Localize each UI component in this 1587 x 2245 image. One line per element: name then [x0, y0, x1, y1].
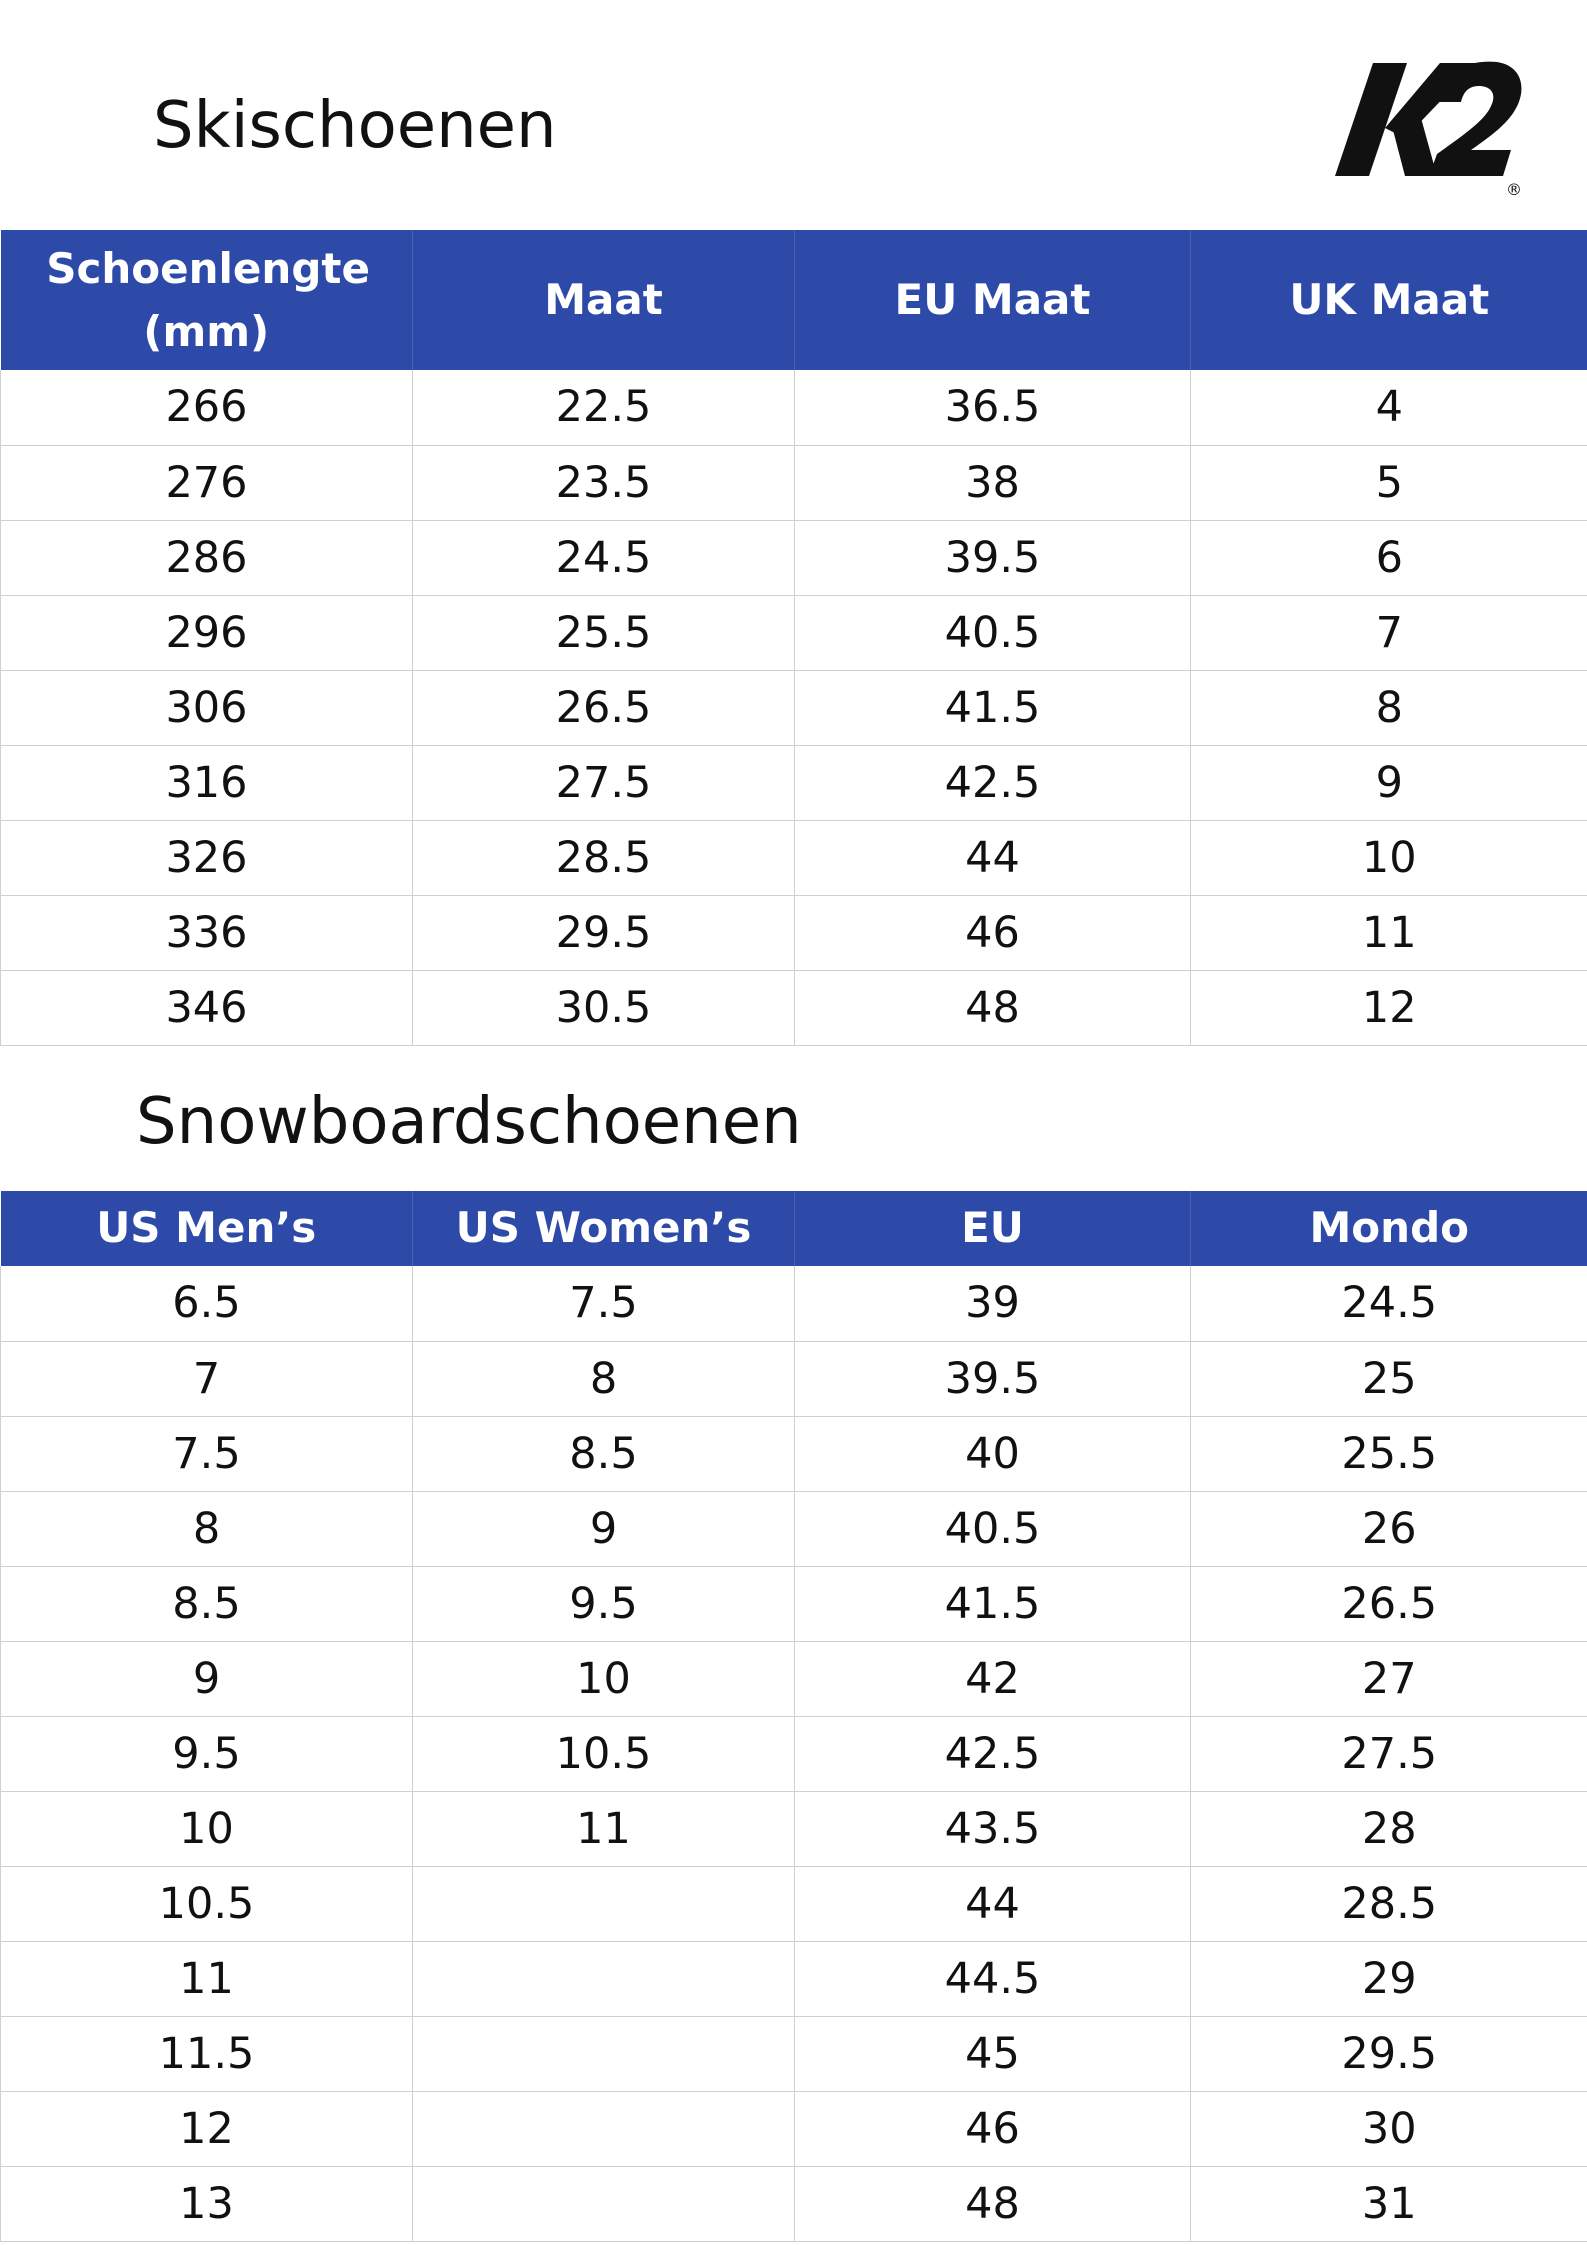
table-cell: 6.5 — [1, 1266, 413, 1341]
table-cell: 48 — [795, 2166, 1191, 2241]
table-cell: 24.5 — [413, 520, 795, 595]
table-row — [1, 2016, 1587, 2091]
table-cell: 40.5 — [795, 595, 1191, 670]
table-cell: 39.5 — [795, 1341, 1191, 1416]
table-cell: 9 — [1, 1641, 413, 1716]
table-cell: 9.5 — [1, 1716, 413, 1791]
table-cell: 4 — [1191, 370, 1587, 445]
table-cell: 27.5 — [413, 745, 795, 820]
table-cell: 7 — [1191, 595, 1587, 670]
table-cell: 29.5 — [1191, 2016, 1587, 2091]
table-cell — [413, 1866, 795, 1941]
table-row — [1, 595, 1587, 670]
table-cell: 11 — [1, 1941, 413, 2016]
table-row — [1, 1791, 1587, 1866]
snowboard-size-table — [0, 1191, 1587, 2242]
column-header-eu-size: EU Maat — [795, 230, 1191, 370]
k2-logo-icon — [1325, 58, 1525, 198]
table-cell: 8.5 — [413, 1416, 795, 1491]
table-cell: 27.5 — [1191, 1716, 1587, 1791]
table-cell: 30 — [1191, 2091, 1587, 2166]
column-header-eu: EU — [795, 1191, 1191, 1266]
table-cell: 39 — [795, 1266, 1191, 1341]
registered-mark: ® — [1506, 180, 1522, 198]
table-cell: 42.5 — [795, 745, 1191, 820]
table-cell: 42.5 — [795, 1716, 1191, 1791]
table-cell: 22.5 — [413, 370, 795, 445]
table-cell: 26.5 — [1191, 1566, 1587, 1641]
table-cell: 7.5 — [1, 1416, 413, 1491]
column-header-uk-size: UK Maat — [1191, 230, 1587, 370]
table-cell: 266 — [1, 370, 413, 445]
table-row — [1, 1416, 1587, 1491]
table-cell: 29.5 — [413, 895, 795, 970]
table-cell: 316 — [1, 745, 413, 820]
table-cell: 5 — [1191, 445, 1587, 520]
table-row — [1, 895, 1587, 970]
table-row — [1, 2091, 1587, 2166]
table-cell: 10.5 — [413, 1716, 795, 1791]
table-row — [1, 1716, 1587, 1791]
table-row — [1, 970, 1587, 1045]
ski-size-table — [0, 230, 1587, 1046]
table-cell: 40.5 — [795, 1491, 1191, 1566]
table-cell: 11.5 — [1, 2016, 413, 2091]
table-cell — [413, 1941, 795, 2016]
table-row — [1, 1341, 1587, 1416]
table-row — [1, 1266, 1587, 1341]
table-cell: 43.5 — [795, 1791, 1191, 1866]
table-cell: 29 — [1191, 1941, 1587, 2016]
table-cell: 46 — [795, 2091, 1191, 2166]
column-header-label: Schoenlengte (mm) — [46, 244, 370, 356]
table-cell — [413, 2091, 795, 2166]
column-header-us-mens: US Men’s — [1, 1191, 413, 1266]
table-row — [1, 370, 1587, 445]
table-cell: 9 — [413, 1491, 795, 1566]
column-header-mondo: Mondo — [1191, 1191, 1587, 1266]
table-cell: 26.5 — [413, 670, 795, 745]
table-cell: 45 — [795, 2016, 1191, 2091]
table-cell: 11 — [1191, 895, 1587, 970]
table-cell: 8 — [413, 1341, 795, 1416]
column-header-shoe-length — [1, 230, 413, 370]
table-cell: 11 — [413, 1791, 795, 1866]
table-cell — [413, 2166, 795, 2241]
column-header-size: Maat — [413, 230, 795, 370]
table-cell: 39.5 — [795, 520, 1191, 595]
table-row — [1, 2166, 1587, 2241]
table-cell: 24.5 — [1191, 1266, 1587, 1341]
table-cell: 8 — [1, 1491, 413, 1566]
table-cell: 44 — [795, 820, 1191, 895]
table-row — [1, 445, 1587, 520]
table-cell: 306 — [1, 670, 413, 745]
table-cell: 31 — [1191, 2166, 1587, 2241]
table-cell: 276 — [1, 445, 413, 520]
table-cell: 10 — [1, 1791, 413, 1866]
table-cell: 36.5 — [795, 370, 1191, 445]
table-cell: 25 — [1191, 1341, 1587, 1416]
table-cell: 336 — [1, 895, 413, 970]
table-row — [1, 820, 1587, 895]
table-cell: 7 — [1, 1341, 413, 1416]
table-cell: 26 — [1191, 1491, 1587, 1566]
table-cell: 12 — [1, 2091, 413, 2166]
table-row — [1, 1641, 1587, 1716]
table-row — [1, 745, 1587, 820]
table-header-row — [1, 1191, 1587, 1266]
table-cell: 30.5 — [413, 970, 795, 1045]
table-cell: 28.5 — [413, 820, 795, 895]
table-cell: 7.5 — [413, 1266, 795, 1341]
table-cell: 6 — [1191, 520, 1587, 595]
table-cell: 28 — [1191, 1791, 1587, 1866]
table-cell: 13 — [1, 2166, 413, 2241]
table-row — [1, 1491, 1587, 1566]
table-row — [1, 1941, 1587, 2016]
column-header-us-womens: US Women’s — [413, 1191, 795, 1266]
table-cell: 42 — [795, 1641, 1191, 1716]
table-cell: 346 — [1, 970, 413, 1045]
table-cell: 12 — [1191, 970, 1587, 1045]
table-cell: 28.5 — [1191, 1866, 1587, 1941]
table-cell: 10 — [413, 1641, 795, 1716]
table-cell: 25.5 — [413, 595, 795, 670]
table-cell: 9 — [1191, 745, 1587, 820]
table-cell: 296 — [1, 595, 413, 670]
table-cell: 44 — [795, 1866, 1191, 1941]
ski-boots-title: Skischoenen — [153, 89, 557, 163]
table-cell: 25.5 — [1191, 1416, 1587, 1491]
table-cell: 10.5 — [1, 1866, 413, 1941]
table-header-row — [1, 230, 1587, 370]
table-cell: 44.5 — [795, 1941, 1191, 2016]
table-cell: 8 — [1191, 670, 1587, 745]
table-cell: 41.5 — [795, 670, 1191, 745]
table-cell: 40 — [795, 1416, 1191, 1491]
table-cell: 23.5 — [413, 445, 795, 520]
table-cell: 38 — [795, 445, 1191, 520]
table-cell: 46 — [795, 895, 1191, 970]
table-cell: 326 — [1, 820, 413, 895]
table-row — [1, 1866, 1587, 1941]
table-cell: 286 — [1, 520, 413, 595]
snowboard-boots-title: Snowboardschoenen — [136, 1085, 802, 1159]
table-cell: 48 — [795, 970, 1191, 1045]
table-cell: 9.5 — [413, 1566, 795, 1641]
table-row — [1, 670, 1587, 745]
table-row — [1, 1566, 1587, 1641]
table-cell — [413, 2016, 795, 2091]
table-cell: 41.5 — [795, 1566, 1191, 1641]
table-cell: 27 — [1191, 1641, 1587, 1716]
table-cell: 8.5 — [1, 1566, 413, 1641]
table-cell: 10 — [1191, 820, 1587, 895]
table-row — [1, 520, 1587, 595]
